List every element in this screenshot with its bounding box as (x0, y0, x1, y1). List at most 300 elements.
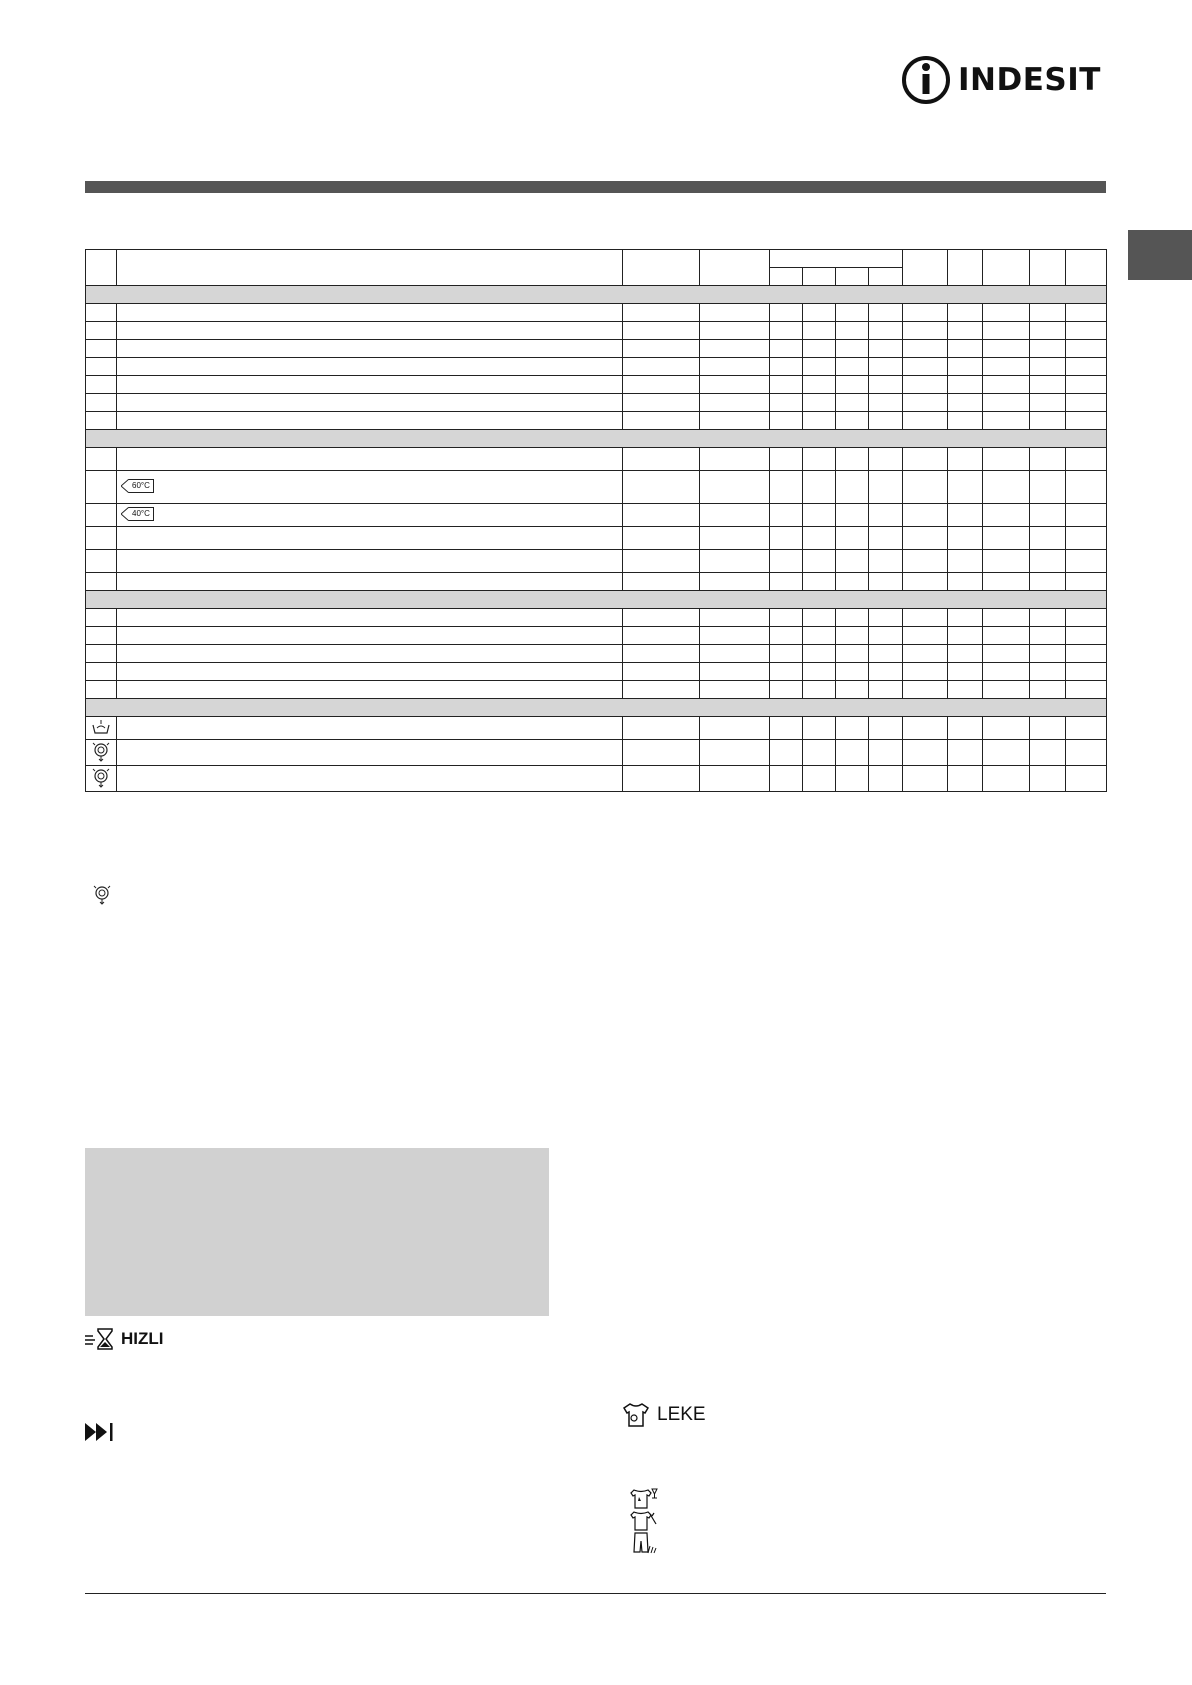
table-cell (700, 527, 770, 550)
section-row (86, 286, 1107, 304)
stain-option (623, 1402, 706, 1428)
table-cell (803, 645, 836, 663)
brand-name: INDESIT (958, 62, 1101, 98)
table-cell (770, 573, 803, 591)
table-cell (1030, 609, 1066, 627)
table-cell (948, 394, 983, 412)
table-cell (623, 504, 700, 527)
table-cell (1030, 376, 1066, 394)
table-cell (86, 766, 117, 792)
table-cell (1066, 250, 1107, 286)
table-cell (803, 304, 836, 322)
table-cell (623, 740, 700, 766)
table-cell (770, 304, 803, 322)
table-cell (1030, 250, 1066, 286)
table-cell (770, 550, 803, 573)
table-cell (770, 394, 803, 412)
table-cell (117, 766, 623, 792)
table-cell (869, 412, 903, 430)
table-cell (1066, 376, 1107, 394)
table-cell (836, 645, 869, 663)
table-cell (700, 322, 770, 340)
table-cell (86, 322, 117, 340)
stain-shirt-icon (623, 1402, 649, 1428)
table-cell (770, 663, 803, 681)
table-cell (86, 304, 117, 322)
table-cell (117, 504, 623, 527)
table-cell (86, 740, 117, 766)
table-cell (903, 412, 948, 430)
table-cell (1066, 550, 1107, 573)
table-cell (836, 627, 869, 645)
table-cell (1066, 627, 1107, 645)
table-cell (903, 766, 948, 792)
table-cell (948, 250, 983, 286)
table-cell (86, 681, 117, 699)
table-cell (770, 412, 803, 430)
table-cell (86, 340, 117, 358)
table-cell (1066, 340, 1107, 358)
table-row (86, 376, 1107, 394)
table-row (86, 527, 1107, 550)
table-cell (903, 358, 948, 376)
table-cell (836, 527, 869, 550)
table-cell (903, 627, 948, 645)
table-cell (1066, 717, 1107, 740)
spin-icon (92, 768, 110, 788)
table-cell (903, 717, 948, 740)
table-cell (803, 573, 836, 591)
table-cell (117, 573, 623, 591)
table-cell (803, 394, 836, 412)
table-cell (117, 740, 623, 766)
table-cell (770, 358, 803, 376)
table-cell (803, 740, 836, 766)
table-cell (1066, 740, 1107, 766)
wine-stain-icon (630, 1488, 658, 1510)
spin-icon (93, 885, 111, 905)
table-row (86, 681, 1107, 699)
table-cell (770, 645, 803, 663)
table-cell (983, 550, 1030, 573)
table-cell (903, 448, 948, 471)
table-cell (836, 609, 869, 627)
table-cell (623, 550, 700, 573)
section-row (86, 699, 1107, 717)
table-cell (770, 766, 803, 792)
table-cell (623, 527, 700, 550)
table-cell (903, 645, 948, 663)
table-row (86, 627, 1107, 645)
table-cell (117, 681, 623, 699)
table-cell (869, 376, 903, 394)
table-cell (700, 504, 770, 527)
table-cell (983, 358, 1030, 376)
program-table (85, 249, 1107, 792)
table-cell (803, 412, 836, 430)
table-cell (117, 448, 623, 471)
quick-wash-icon (85, 1328, 115, 1350)
table-cell (836, 681, 869, 699)
table-row (86, 304, 1107, 322)
table-cell (869, 448, 903, 471)
table-cell (983, 573, 1030, 591)
table-cell (983, 717, 1030, 740)
table-cell (903, 681, 948, 699)
table-cell (903, 663, 948, 681)
table-cell (770, 471, 803, 504)
table-cell (869, 766, 903, 792)
table-cell (1030, 573, 1066, 591)
table-cell (770, 527, 803, 550)
drain-icon (92, 719, 110, 735)
table-row (86, 358, 1107, 376)
table-cell (869, 304, 903, 322)
table-cell (948, 766, 983, 792)
table-cell (1066, 322, 1107, 340)
table-cell (948, 340, 983, 358)
table-row (86, 504, 1107, 527)
table-cell (836, 448, 869, 471)
table-cell (948, 322, 983, 340)
table-cell (623, 645, 700, 663)
table-cell (623, 394, 700, 412)
table-cell (117, 550, 623, 573)
table-cell (86, 573, 117, 591)
table-cell (86, 358, 117, 376)
table-cell (117, 471, 623, 504)
table-cell (869, 645, 903, 663)
table-cell (86, 699, 1107, 717)
table-cell (903, 340, 948, 358)
table-cell (1030, 550, 1066, 573)
table-cell (117, 322, 623, 340)
footnote (93, 885, 111, 910)
table-cell (803, 627, 836, 645)
table-cell (1030, 471, 1066, 504)
table-cell (1030, 717, 1066, 740)
table-cell (700, 645, 770, 663)
table-cell (948, 358, 983, 376)
stain-type-icons (630, 1488, 658, 1554)
table-row (86, 645, 1107, 663)
table-cell (770, 340, 803, 358)
table-cell (1030, 504, 1066, 527)
table-cell (903, 573, 948, 591)
table-cell (1030, 663, 1066, 681)
table-cell (948, 740, 983, 766)
table-cell (623, 717, 700, 740)
table-cell (770, 609, 803, 627)
table-cell (700, 471, 770, 504)
table-cell (1066, 663, 1107, 681)
table-cell (770, 504, 803, 527)
table-cell (948, 550, 983, 573)
table-cell (983, 527, 1030, 550)
table-cell (983, 471, 1030, 504)
grease-stain-icon (630, 1510, 658, 1532)
table-cell (948, 412, 983, 430)
table-cell (1066, 527, 1107, 550)
table-cell (1030, 412, 1066, 430)
grass-stain-icon (630, 1532, 658, 1554)
quick-wash-label: HIZLI (121, 1329, 164, 1348)
table-row (86, 448, 1107, 471)
table-cell (869, 627, 903, 645)
language-tab (1128, 230, 1192, 280)
table-cell (1030, 304, 1066, 322)
table-cell (1030, 448, 1066, 471)
table-cell (948, 504, 983, 527)
table-cell (803, 663, 836, 681)
table-cell (948, 609, 983, 627)
table-row (86, 717, 1107, 740)
table-cell (869, 471, 903, 504)
table-cell (1066, 766, 1107, 792)
table-cell (623, 663, 700, 681)
table-cell (117, 358, 623, 376)
table-cell (86, 394, 117, 412)
table-cell (86, 663, 117, 681)
table-cell (903, 740, 948, 766)
table-cell (700, 609, 770, 627)
table-cell (803, 550, 836, 573)
table-cell (869, 573, 903, 591)
table-cell (86, 627, 117, 645)
table-cell (948, 717, 983, 740)
table-cell (623, 376, 700, 394)
table-cell (983, 412, 1030, 430)
table-cell (1030, 394, 1066, 412)
table-cell (803, 340, 836, 358)
table-cell (869, 740, 903, 766)
table-cell (869, 504, 903, 527)
table-cell (869, 268, 903, 286)
table-cell (117, 340, 623, 358)
table-cell (903, 250, 948, 286)
table-row (86, 340, 1107, 358)
table-cell (623, 681, 700, 699)
table-cell (836, 412, 869, 430)
table-cell (983, 394, 1030, 412)
table-cell (869, 322, 903, 340)
table-cell (86, 591, 1107, 609)
table-cell (1030, 358, 1066, 376)
table-cell (623, 304, 700, 322)
table-row (86, 573, 1107, 591)
table-cell (983, 645, 1030, 663)
table-cell (803, 358, 836, 376)
table-cell (836, 504, 869, 527)
table-cell (770, 322, 803, 340)
table-cell (623, 471, 700, 504)
table-cell (803, 448, 836, 471)
table-cell (869, 527, 903, 550)
table-cell (700, 627, 770, 645)
footer-rule (85, 1593, 1106, 1594)
table-cell (983, 376, 1030, 394)
table-cell (983, 663, 1030, 681)
table-row (86, 766, 1107, 792)
table-cell (803, 681, 836, 699)
table-cell (983, 304, 1030, 322)
table-row (86, 322, 1107, 340)
table-cell (1030, 527, 1066, 550)
table-cell (983, 740, 1030, 766)
table-cell (903, 527, 948, 550)
table-cell (948, 304, 983, 322)
table-cell (948, 573, 983, 591)
table-cell (983, 627, 1030, 645)
table-cell (836, 376, 869, 394)
table-cell (1030, 645, 1066, 663)
table-cell (869, 663, 903, 681)
table-cell (86, 448, 117, 471)
table-cell (1066, 681, 1107, 699)
table-cell (836, 550, 869, 573)
info-box (85, 1148, 549, 1316)
table-cell (836, 471, 869, 504)
section-row (86, 430, 1107, 448)
stain-label: LEKE (657, 1404, 706, 1425)
table-cell (700, 448, 770, 471)
header-bar (85, 181, 1106, 193)
table-cell (803, 766, 836, 792)
temp-40-tag: 40°C (121, 507, 154, 521)
table-cell (803, 322, 836, 340)
table-cell (623, 358, 700, 376)
quick-wash-option (85, 1328, 164, 1350)
table-cell (836, 740, 869, 766)
table-cell (903, 376, 948, 394)
table-cell (770, 268, 803, 286)
table-cell (770, 717, 803, 740)
table-cell (770, 740, 803, 766)
table-cell (803, 376, 836, 394)
temp-60-tag: 60°C (121, 479, 154, 493)
table-cell (869, 717, 903, 740)
table-cell (1066, 471, 1107, 504)
table-cell (836, 268, 869, 286)
table-cell (948, 527, 983, 550)
table-cell (623, 448, 700, 471)
table-cell (700, 766, 770, 792)
table-cell (948, 376, 983, 394)
table-cell (623, 609, 700, 627)
brand-logo (900, 52, 1101, 108)
table-row (86, 550, 1107, 573)
table-row (86, 394, 1107, 412)
table-cell (869, 358, 903, 376)
table-row (86, 471, 1107, 504)
table-cell (623, 573, 700, 591)
table-cell (1066, 304, 1107, 322)
table-cell (623, 322, 700, 340)
table-row (86, 740, 1107, 766)
table-cell (1030, 766, 1066, 792)
table-cell (86, 471, 117, 504)
table-cell (869, 340, 903, 358)
table-cell (117, 663, 623, 681)
table-cell (623, 412, 700, 430)
table-cell (836, 322, 869, 340)
table-cell (869, 394, 903, 412)
skip-forward-icon (85, 1422, 115, 1442)
table-cell (836, 717, 869, 740)
table-cell (700, 717, 770, 740)
table-cell (983, 766, 1030, 792)
table-cell (1066, 394, 1107, 412)
table-cell (770, 376, 803, 394)
table-cell (1066, 609, 1107, 627)
table-cell (86, 286, 1107, 304)
table-cell (1066, 358, 1107, 376)
table-cell (700, 740, 770, 766)
table-cell (86, 376, 117, 394)
table-cell (903, 394, 948, 412)
table-cell (869, 681, 903, 699)
table-cell (1066, 412, 1107, 430)
table-cell (1066, 448, 1107, 471)
table-cell (117, 609, 623, 627)
table-cell (117, 304, 623, 322)
skip-option (85, 1422, 115, 1447)
table-cell (770, 627, 803, 645)
table-cell (117, 645, 623, 663)
table-cell (803, 717, 836, 740)
detergent-group-header (770, 250, 903, 268)
table-cell (836, 663, 869, 681)
table-cell (836, 573, 869, 591)
table-cell (117, 412, 623, 430)
table-header-row (86, 250, 1107, 268)
table-cell (983, 250, 1030, 286)
table-cell (903, 504, 948, 527)
table-cell (86, 412, 117, 430)
table-cell (948, 663, 983, 681)
table-cell (700, 573, 770, 591)
table-cell (1066, 504, 1107, 527)
table-cell (948, 645, 983, 663)
table-row (86, 609, 1107, 627)
table-cell (903, 304, 948, 322)
table-cell (623, 627, 700, 645)
table-cell (803, 609, 836, 627)
table-cell (1030, 322, 1066, 340)
table-cell (948, 681, 983, 699)
table-cell (836, 358, 869, 376)
table-cell (1030, 740, 1066, 766)
table-cell (700, 250, 770, 286)
table-cell (836, 766, 869, 792)
table-cell (700, 358, 770, 376)
table-cell (700, 681, 770, 699)
table-cell (903, 550, 948, 573)
table-cell (803, 268, 836, 286)
spin-icon (92, 742, 110, 762)
table-cell (983, 340, 1030, 358)
table-cell (803, 527, 836, 550)
table-cell (700, 394, 770, 412)
table-cell (623, 766, 700, 792)
table-cell (836, 304, 869, 322)
table-cell (86, 250, 117, 286)
table-cell (86, 609, 117, 627)
table-cell (700, 340, 770, 358)
table-cell (803, 504, 836, 527)
table-cell (117, 717, 623, 740)
table-cell (117, 527, 623, 550)
